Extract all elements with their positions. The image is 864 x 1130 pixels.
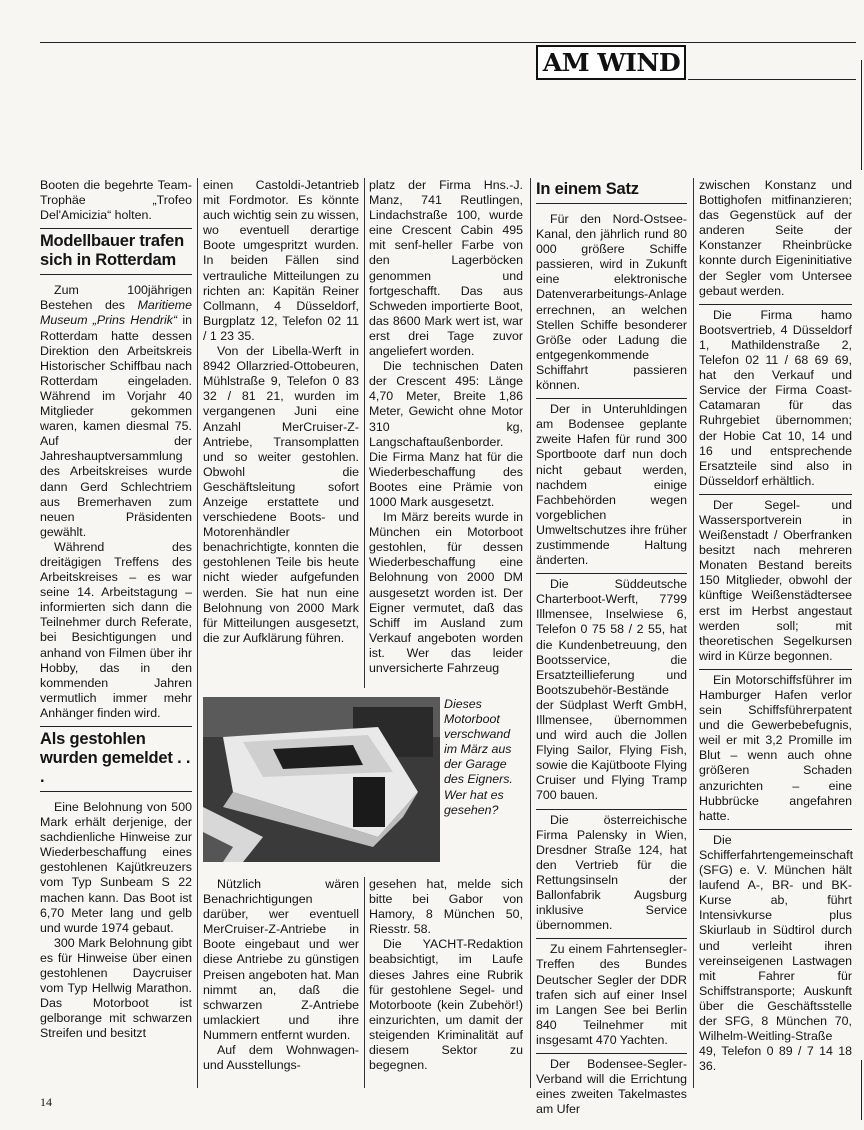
top-rule [40,42,856,43]
column-5 [699,178,852,1074]
divider [40,228,192,229]
section-badge [536,45,686,80]
section-label: AM WIND [542,48,680,77]
divider [40,274,192,275]
paragraph: Die österreichische Firma Palensky in Wien, Dresdner Straße 124, hat den Vertrieb für die Rettungsinseln der Ballonfabrik Augsburg inklusive Service übernommen. [536,812,687,933]
paragraph: Von der Libella-Werft in 8942 Ollarzried-Ottobeuren, Mühlstraße 9, Telefon 0 83 32 / 81 21, wurden im vergangenen Juni eine Anzahl MerCruiser-Z-Antriebe, Transomplatten und so weiter gestohlen. Obwohl die Geschäftsleitung sofort Anzeige erstattete und verschiedene Boots- und Motorenhändler benachrichtigte, konnten die gestohlenen Teile bis heute nicht wieder aufgefunden werden. Sie hat nun eine Belohnung von 2000 Mark für Mitteilungen ausgesetzt, die zur Aufklärung führen. [203,344,359,645]
divider [536,1053,687,1054]
column-separator [197,178,198,1088]
divider [536,203,687,204]
divider [699,494,852,495]
divider [536,398,687,399]
column-1 [40,178,192,1042]
column-separator [530,178,531,1088]
column-3-lower [369,877,523,1073]
paragraph: Ein Motorschiffsführer im Hamburger Hafen verlor sein Schiffsführerpatent und die Gewerbebefugnis, weil er mit 3,2 Promille im Blut – wenn auch ohne größeren Schaden anzurichten – eine Hubbrücke angefahren hatte. [699,672,852,823]
photo-caption: Dieses Motorboot verschwand im März aus der Garage des Eigners. Wer hat es gesehen? [444,697,513,817]
paragraph: Die Firma hamo Bootsvertrieb, 4 Düsseldorf 1, Mathildenstraße 2, Telefon 02 11 / 68 69 69, hat den Verkauf und Service der Firma Coast-Catamaran für das Ruhrgebiet übernommen; der Hobie Cat 10, 14 und 16 und entsprechende Ersatzteile sind also in Düsseldorf erhältlich. [699,307,852,488]
paragraph: Die technischen Daten der Crescent 495: Länge 4,70 Meter, Breite 1,86 Meter, Gewicht ohne Motor 310 kg, Langschaftaußenborder. Die Firma Manz hat für die Wiederbeschaffung des Bootes eine Prämie von 1000 Mark ausgesetzt. [369,359,523,509]
divider [536,573,687,574]
paragraph: gesehen hat, melde sich bitte bei Gabor von Hamory, 8 München 50, Riesstr. 58. [369,877,523,937]
divider [40,791,192,792]
divider [536,809,687,810]
paragraph: Der Segel- und Wassersportverein in Weißenstadt / Oberfranken besitzt nach mehreren Monaten Bestand bereits 150 Mitglieder, obwohl der künftige Weißenstädtersee erst im Herbst angestaut werden soll; mit theoretischen Segelkursen wird in Kürze begonnen. [699,497,852,663]
edge-mark [861,60,862,170]
motorboat-illustration [203,697,440,862]
column-2-lower [203,877,359,1073]
paragraph: Im März bereits wurde in München ein Motorboot gestohlen, für dessen Wiederbeschaffung eine Belohnung von 2000 DM ausgesetzt worden ist. Der Eigner vermutet, daß das Schiff im Ausland zum Verkauf angeboten worden ist. Wer das leider unversicherte Fahrzeug [369,510,523,675]
badge-rule [688,79,856,80]
divider [40,726,192,727]
paragraph: Die Süddeutsche Charterboot-Werft, 7799 Illmensee, Inselwiese 6, Telefon 0 75 58 / 2 55, hat die Kundenbetreuung, den Bootsservice, die Ersatzteillieferung und Bootszubehör-Bestände der Südplast Werft GmbH, Illmensee, übernommen und wird auch die Jollen Flying Sailor, Flying Fish, sowie die Kajütboote Flying Cruiser und Flying Tramp 700 bauen. [536,577,687,803]
edge-mark [861,1060,862,1120]
column-separator [364,178,365,688]
divider [699,304,852,305]
page-number: 14 [40,1095,52,1109]
paragraph: zwischen Konstanz und Bottighofen mitfinanzieren; das Gegenstück auf der anderen Seite der Konstanzer Rheinbrücke konnte durch Eigeninitiative der Segler vom Untersee gebaut werden. [699,178,852,298]
paragraph: Die Schifferfahrtengemeinschaft (SFG) e. V. München hält laufend A-, BR- und BK-Kurse ab, führt Intensivkurse plus Skiurlaub in Südtirol durch und verleiht ihren vereinseigenen Lastwagen mit Fahrer für Schiffstransporte; Auskunft über die Geschäftsstelle der SFG, 8 München 70, Wilhelm-Weitling-Straße 49, Telefon 0 89 / 7 14 18 36. [699,832,854,1074]
divider [699,829,852,830]
headline-gestohlen: Als gestohlen wurden gemeldet . . . [40,730,191,786]
paragraph: Eine Belohnung von 500 Mark erhält derjenige, der sachdienliche Hinweise zur Wiederbeschaffung eines gestohlenen Kajütkreuzers vom Typ Sunbeam S 22 machen kann. Das Boot ist 6,70 Meter lang und gelb und wurde 1974 gebaut. [40,800,192,935]
paragraph: Der in Unteruhldingen am Bodensee geplante zweite Hafen für rund 300 Sportboote darf nun doch nicht gebaut werden, nachdem einige Fachbehörden wegen vorgeblichen Umweltschutzes ihre früher zustimmende Haltung änderten. [536,402,687,568]
paragraph: Zu einem Fahrtensegler-Treffen des Bundes Deutscher Segler der DDR trafen sich auf einer Insel im Langen See bei Berlin 840 Teilnehmer mit insgesamt 470 Yachten. [536,942,687,1047]
paragraph: 300 Mark Belohnung gibt es für Hinweise über einen gestohlenen Daycruiser vom Typ Hellwig Marathon. Das Motorboot ist gelborange mit schwarzen Streifen und besitzt [40,935,192,1041]
column-separator [693,178,694,1088]
paragraph: Auf dem Wohnwagen- und Ausstellungs- [203,1043,359,1073]
column-separator [364,877,365,1088]
headline-modellbauer: Modellbauer trafen sich in Rotterdam [40,232,185,270]
divider [536,938,687,939]
divider [699,669,852,670]
paragraph: Der Bodensee-Segler-Verband will die Errichtung eines zweiten Takelmastes am Ufer [536,1056,687,1117]
intro-text: Booten die begehrte Team-Trophäe „Trofeo Del'Amicizia“ holten. [40,178,192,223]
paragraph: Nützlich wären Benachrichtigungen darüber, wer eventuell MerCruiser-Z-Antriebe in Boote eingebaut und wer diese Antriebe zu günstigen Preisen angeboten hat. Man nimmt an, daß die schwarzen Z-Antriebe umlackiert und ihre Nummern entfernt wurden. [203,877,359,1042]
paragraph: Während des dreitägigen Treffens des Arbeitskreises – es war seine 14. Arbeitstagung – informierten sich dann die Teilnehmer durch Referate, bei Besichtigungen und anhand von Filmen über ihr Hobby, das in den kommenden Jahren vermutlich immer mehr Anhänger finden wird. [40,539,192,720]
column-4 [536,178,687,1117]
paragraph: einen Castoldi-Jetantrieb mit Fordmotor. Es könnte auch wichtig sein zu wissen, wo eventuell derartige Boote umgespritzt wurden. In beiden Fällen sind vertrauliche Mitteilungen zu richten an: Kapitän Reiner Collmann, 4 Düsseldorf, Burgplatz 12, Telefon 02 11 / 1 23 35. [203,178,359,343]
paragraph: Zum 100jährigen Bestehen des Maritieme Museum „Prins Hendrik“ in Rotterdam hatte dessen Direktion den Arbeitskreis Historischer Schiffbau nach Rotterdam eingeladen. Während im Vorjahr 40 Mitglieder gekommen waren, kamen diesmal 75. Auf der Jahreshauptversammlung des Arbeitskreises wurde dann Gerd Schlechtriem aus Bremerhaven zum neuen Präsidenten gewählt. [40,283,193,539]
headline-in-einem-satz: In einem Satz [536,180,639,198]
motorboat-photo [203,697,440,862]
paragraph: Die YACHT-Redaktion beabsichtigt, im Laufe dieses Jahres eine Rubrik für gestohlene Segel- und Motorboote (kein Zubehör!) einzurichten, um damit der steigenden Kriminalität auf diesem Sektor zu begegnen. [369,937,523,1073]
paragraph: Für den Nord-Ostsee-Kanal, den jährlich rund 80 000 größere Schiffe passieren, wird in Zukunft eine elektronische Datenverarbeitungs-Anlage errechnen, an welchen Stellen Schiffe besonderer Größe oder Ladung die entgegenkommende Schiffahrt passieren können. [536,212,687,393]
paragraph: platz der Firma Hns.-J. Manz, 741 Reutlingen, Lindachstraße 100, wurde eine Crescent Cabin 495 mit senf-heller Farbe von den Lagerböcken genommen und fortgeschafft. Das aus Schweden importierte Boot, das 8600 Mark wert ist, war erst drei Tage zuvor angeliefert worden. [369,178,523,359]
column-2 [203,178,359,646]
column-3 [369,178,523,676]
